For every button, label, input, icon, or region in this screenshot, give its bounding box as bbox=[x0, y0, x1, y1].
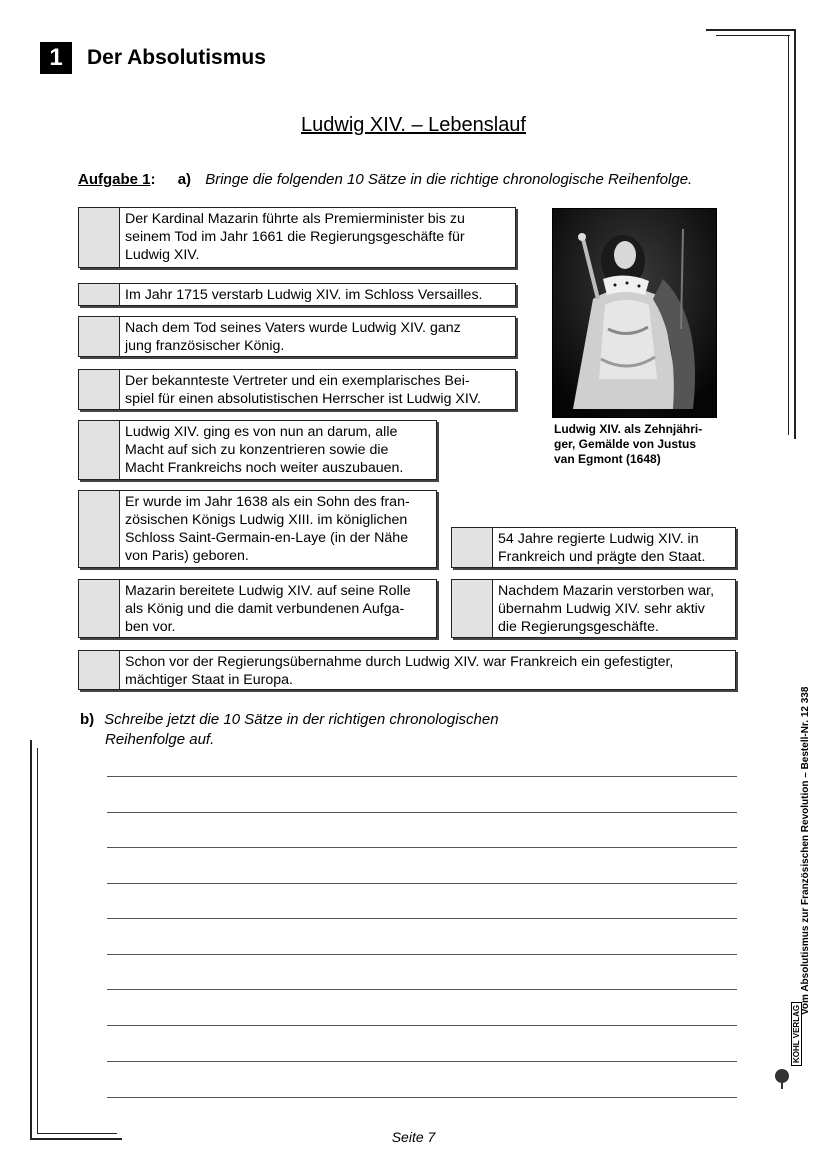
sentence-text: Schon vor der Regierungsübernahme durch Ludwig XIV. war Frankreich ein gefestigter, mächtiger Staat in Europa. bbox=[125, 654, 674, 688]
task1-label: Aufgabe 1 bbox=[78, 171, 151, 188]
tree-logo-icon bbox=[773, 1068, 791, 1090]
sentence-text: Nachdem Mazarin verstorben war, übernahm Ludwig XIV. sehr aktiv die Regierungsgeschäfte. bbox=[498, 583, 715, 635]
task-b-line2: Reihenfolge auf. bbox=[105, 731, 215, 748]
sentence-text: Mazarin bereitete Ludwig XIV. auf seine Rolle als König und die damit verbundenen Aufga- ben vor. bbox=[125, 583, 411, 635]
writing-line[interactable] bbox=[107, 812, 737, 813]
portrait-caption: Ludwig XIV. als Zehnjähri- ger, Gemälde von Justus van Egmont (1648) bbox=[554, 422, 703, 466]
task1-colon: : bbox=[150, 171, 156, 188]
task1-part: a) bbox=[177, 171, 192, 188]
order-number-field[interactable] bbox=[79, 284, 120, 305]
task1-text: Bringe die folgenden 10 Sätze in die richtige chronologische Reihenfolge. bbox=[205, 171, 693, 188]
order-number-field[interactable] bbox=[452, 580, 493, 637]
sentence-box-2 bbox=[78, 283, 516, 306]
order-number-field[interactable] bbox=[79, 317, 120, 356]
task-b-instruction bbox=[80, 711, 499, 728]
sentence-text: Der bekannteste Vertreter und ein exemplarisches Bei- spiel für einen absolutistischen Herrscher ist Ludwig XIV. bbox=[125, 373, 481, 407]
sentence-text: Der Kardinal Mazarin führte als Premierminister bis zu seinem Tod im Jahr 1661 die Regierungsgeschäfte für Ludwig XIV. bbox=[125, 211, 465, 263]
sentence-box-10 bbox=[78, 650, 736, 690]
sentence-box-3 bbox=[78, 316, 516, 357]
sentence-box-1 bbox=[78, 207, 516, 268]
task-b-part: b) bbox=[80, 711, 95, 728]
chapter-number: 1 bbox=[40, 42, 72, 74]
writing-line[interactable] bbox=[107, 1061, 737, 1062]
frame-left-line-inner bbox=[37, 748, 38, 1134]
order-number-field[interactable] bbox=[452, 528, 493, 567]
writing-line[interactable] bbox=[107, 883, 737, 884]
frame-right-line bbox=[794, 29, 796, 439]
sentence-text: Nach dem Tod seines Vaters wurde Ludwig XIV. ganz jung französischer König. bbox=[125, 320, 461, 354]
order-number-field[interactable] bbox=[79, 491, 120, 567]
chapter-title: Der Absolutismus bbox=[87, 46, 266, 69]
page-number: Seite 7 bbox=[391, 1129, 436, 1145]
sentence-box-7 bbox=[451, 527, 736, 568]
frame-left-line bbox=[30, 740, 32, 1140]
task1-instruction-line bbox=[78, 171, 692, 188]
order-number-field[interactable] bbox=[79, 421, 120, 479]
sentence-box-5 bbox=[78, 420, 437, 480]
writing-line[interactable] bbox=[107, 918, 737, 919]
order-number-field[interactable] bbox=[79, 580, 120, 637]
order-number-field[interactable] bbox=[79, 370, 120, 409]
portrait-image bbox=[552, 208, 717, 418]
frame-top-line bbox=[706, 29, 796, 31]
sentence-text: Er wurde im Jahr 1638 als ein Sohn des fran- zösischen Königs Ludwig XIII. im königlichen Schloss Saint-Germain-en-Laye (in der Nähe von Paris) geboren. bbox=[125, 494, 410, 564]
writing-line[interactable] bbox=[107, 989, 737, 990]
publisher-label: KOHL VERLAG bbox=[791, 1002, 802, 1066]
sentence-text: Im Jahr 1715 verstarb Ludwig XIV. im Schloss Versailles. bbox=[125, 287, 483, 303]
order-number-field[interactable] bbox=[79, 651, 120, 689]
sentence-box-8 bbox=[78, 579, 437, 638]
frame-top-line-inner bbox=[716, 35, 790, 36]
sentence-box-9 bbox=[451, 579, 736, 638]
writing-line[interactable] bbox=[107, 847, 737, 848]
frame-right-line-inner bbox=[788, 35, 789, 435]
writing-line[interactable] bbox=[107, 1097, 737, 1098]
sentence-box-6 bbox=[78, 490, 437, 568]
writing-line[interactable] bbox=[107, 954, 737, 955]
order-number-field[interactable] bbox=[79, 208, 120, 267]
task-b-line1: Schreibe jetzt die 10 Sätze in der richtigen chronologischen bbox=[104, 711, 499, 728]
sentence-text: 54 Jahre regierte Ludwig XIV. in Frankreich und prägte den Staat. bbox=[498, 531, 706, 565]
writing-line[interactable] bbox=[107, 776, 737, 777]
writing-line[interactable] bbox=[107, 1025, 737, 1026]
page-title: Ludwig XIV. – Lebenslauf bbox=[301, 114, 526, 136]
portrait-figure-icon bbox=[553, 209, 716, 417]
side-series-text: Vom Absolutismus zur Französischen Revolution – Bestell-Nr. 12 338 bbox=[800, 686, 811, 1015]
sentence-text: Ludwig XIV. ging es von nun an darum, alle Macht auf sich zu konzentrieren sowie die Macht Frankreichs noch weiter auszubauen. bbox=[125, 424, 404, 476]
sentence-box-4 bbox=[78, 369, 516, 410]
